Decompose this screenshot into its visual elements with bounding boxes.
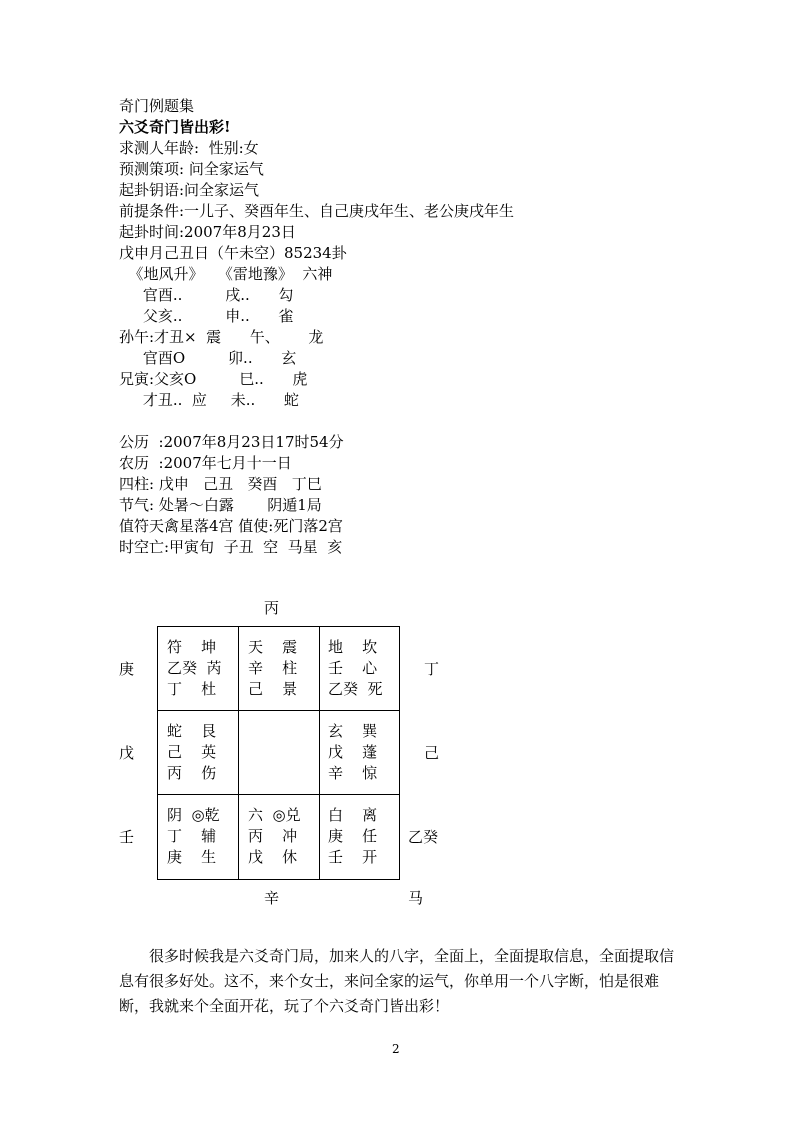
palace-cell-line: 白 离 — [328, 806, 378, 824]
palace-cell-line: 丙 冲 — [248, 827, 298, 845]
palace-cell-line: 辛 柱 — [248, 659, 298, 677]
gua-line: 父亥.. 申.. 雀 — [119, 307, 294, 325]
palace-cell-line: 玄 巽 — [328, 722, 378, 740]
collection-title: 奇门例题集 — [119, 97, 195, 115]
gua-line: 官酉O 卯.. 玄 — [119, 349, 297, 367]
calendar-line: 时空亡:甲寅旬 子丑 空 马星 亥 — [119, 538, 343, 556]
palace-cell-line: 壬 心 — [328, 659, 378, 677]
palace-cell-line: 阴 ◎乾 — [167, 806, 220, 824]
palace-cell-line: 丙 伤 — [167, 764, 217, 782]
info-line: 预测策项: 问全家运气 — [119, 160, 264, 178]
page-title: 六爻奇门皆出彩! — [119, 118, 231, 136]
palace-cell-line: 符 坤 — [167, 638, 217, 656]
palace-cell-line: 戊 蓬 — [328, 743, 378, 761]
page-number: 2 — [392, 1042, 400, 1056]
palace-cell-line: 辛 惊 — [328, 764, 378, 782]
palace-cell-line: 庚 任 — [328, 827, 378, 845]
qimen-grid — [157, 626, 400, 880]
palace-cell-line: 丁 杜 — [167, 680, 217, 698]
gua-line: 兄寅:父亥O 巳.. 虎 — [119, 370, 308, 388]
palace-cell-line: 己 英 — [167, 743, 217, 761]
palace-cell-line: 六 ◎兑 — [248, 806, 301, 824]
qimen-right-stem: 己 — [424, 744, 440, 762]
gua-header: 《地风升》 《雷地豫》 六神 — [119, 265, 333, 283]
qimen-top-stem: 丙 — [264, 599, 280, 617]
info-line: 起卦时间:2007年8月23日 — [119, 223, 296, 241]
body-paragraph: 很多时候我是六爻奇门局，加来人的八字，全面上，全面提取信息，全面提取信息有很多好处。这不，来个女士，来问全家的运气，你单用一个八字断，怕是很难断，我就来个全面开花，玩了个六爻奇门皆出彩！ — [119, 947, 675, 1015]
calendar-line: 值符天禽星落4宫 值使:死门落2宫 — [119, 517, 343, 535]
qimen-right-stem: 乙癸 — [408, 828, 439, 846]
qimen-bottom-stem: 辛 — [264, 889, 280, 907]
palace-cell-line: 乙癸 死 — [328, 680, 383, 698]
palace-cell-line: 丁 辅 — [167, 827, 217, 845]
calendar-line: 农历 :2007年七月十一日 — [119, 454, 292, 472]
info-line: 起卦钥语:问全家运气 — [119, 181, 260, 199]
palace-cell-line: 己 景 — [248, 680, 298, 698]
palace-cell-line: 地 坎 — [328, 638, 378, 656]
palace-cell-line: 戊 休 — [248, 848, 298, 866]
palace-cell-line: 乙癸 芮 — [167, 659, 222, 677]
info-line: 求测人年龄: 性别:女 — [119, 139, 259, 157]
qimen-left-stem: 壬 — [119, 828, 135, 846]
calendar-line: 节气: 处暑～白露 阴遁1局 — [119, 496, 322, 514]
gua-line: 孙午:才丑× 震 午、 龙 — [119, 328, 324, 346]
qimen-left-stem: 庚 — [119, 660, 135, 678]
palace-cell-line: 壬 开 — [328, 848, 378, 866]
calendar-line: 公历 :2007年8月23日17时54分 — [119, 433, 344, 451]
gua-line: 官酉.. 戌.. 勾 — [119, 286, 294, 304]
qimen-right-stem: 丁 — [424, 660, 440, 678]
palace-cell-line: 庚 生 — [167, 848, 217, 866]
info-line: 前提条件:一儿子、癸酉年生、自己庚戌年生、老公庚戌年生 — [119, 202, 515, 220]
palace-cell-line: 天 震 — [248, 638, 298, 656]
palace-cell-line: 蛇 艮 — [167, 722, 217, 740]
horse-star-mark: 马 — [408, 889, 424, 907]
gua-line: 才丑.. 应 未.. 蛇 — [119, 391, 299, 409]
info-line: 戊申月己丑日（午未空）85234卦 — [119, 244, 347, 262]
qimen-left-stem: 戊 — [119, 744, 135, 762]
calendar-line: 四柱: 戊申 己丑 癸酉 丁巳 — [119, 475, 322, 493]
